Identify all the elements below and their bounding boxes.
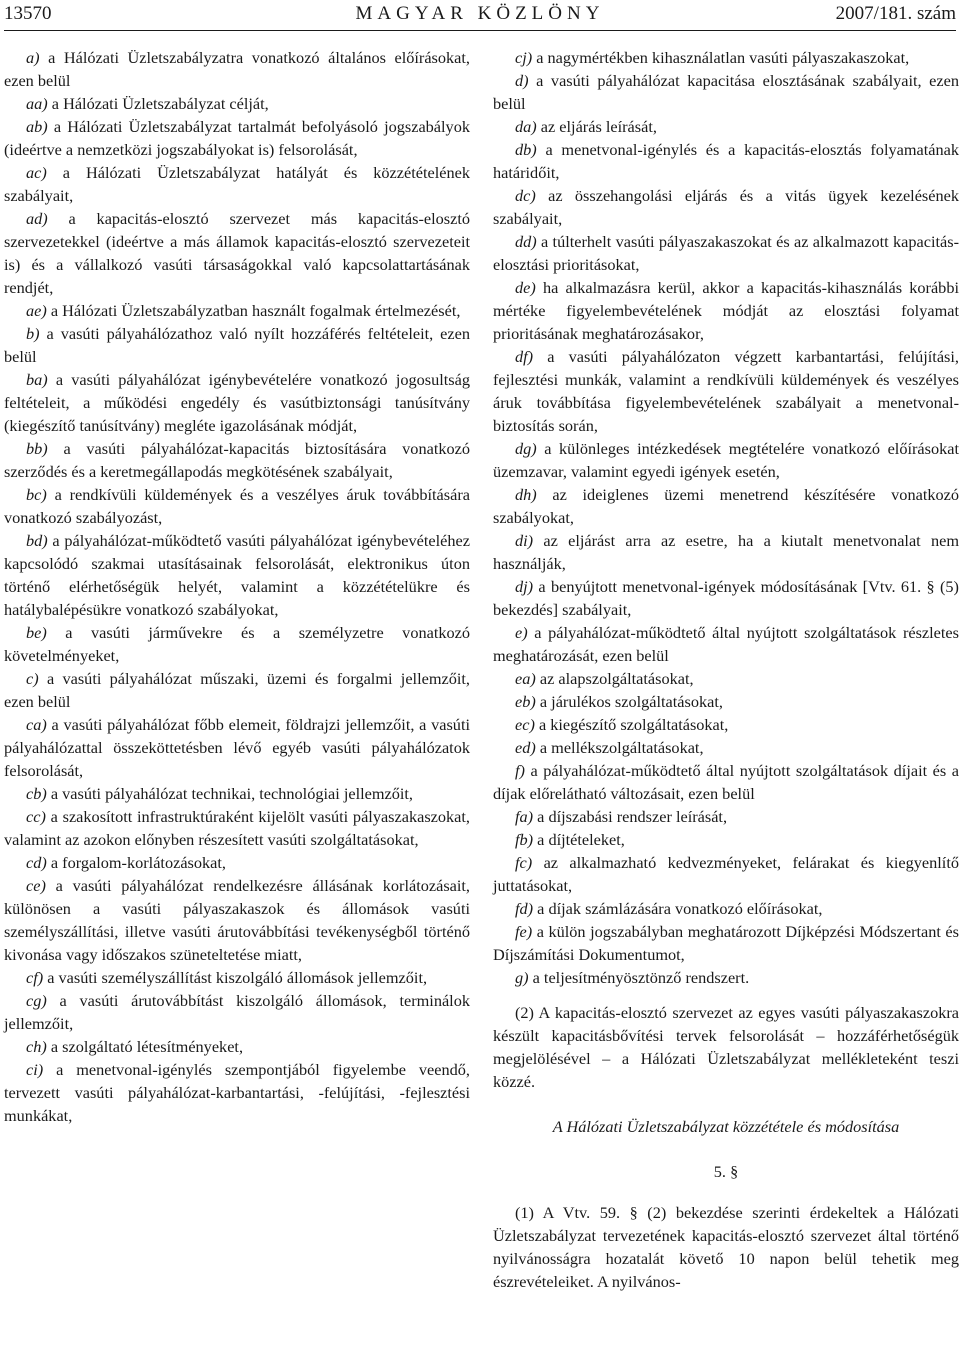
item-marker: db) <box>515 140 537 159</box>
item-marker: cd) <box>26 853 47 872</box>
item-marker: cf) <box>26 968 44 987</box>
list-item <box>4 667 470 713</box>
list-item <box>4 322 470 368</box>
item-text: a vasúti árutovábbítást kiszolgáló állomások, terminálok jellemzőit, <box>4 991 470 1033</box>
list-item <box>493 276 959 345</box>
item-marker: dg) <box>515 439 537 458</box>
list-item <box>493 966 959 989</box>
section-number: 5. § <box>713 1162 739 1181</box>
page-header <box>4 0 956 34</box>
item-text: a Hálózati Üzletszabályzat célját, <box>51 94 269 113</box>
list-item <box>4 966 470 989</box>
header-rule <box>4 30 956 31</box>
item-text: a szolgáltató létesítményeket, <box>50 1037 244 1056</box>
list-item <box>493 805 959 828</box>
list-item <box>4 851 470 874</box>
item-marker: fa) <box>515 807 534 826</box>
item-marker: eb) <box>515 692 536 711</box>
item-marker: cb) <box>26 784 47 803</box>
list-item <box>493 736 959 759</box>
item-marker: ec) <box>515 715 535 734</box>
item-text: a vasúti személyszállítást kiszolgáló állomások jellemzőit, <box>47 968 428 987</box>
item-text: a díjszabási rendszer leírását, <box>537 807 728 826</box>
list-item <box>493 184 959 230</box>
item-marker: f) <box>515 761 525 780</box>
item-marker: ae) <box>26 301 47 320</box>
issue-number: 2007/181. szám <box>835 3 956 24</box>
list-item <box>493 69 959 115</box>
item-marker: dc) <box>515 186 536 205</box>
list-item <box>493 621 959 667</box>
item-text: az összehangolási eljárás és a vitás ügyek kezelésének szabályait, <box>493 186 959 228</box>
item-marker: fc) <box>515 853 533 872</box>
item-text: a vasúti pályahálózat főbb elemeit, földrajzi jellemzőit, a vasúti pályahálózattal összeköttetésben lévő egyéb vasúti pályahálózatok felsorolását, <box>4 715 470 780</box>
item-text: a teljesítményösztönző rendszert. <box>532 968 750 987</box>
item-marker: ad) <box>26 209 48 228</box>
list-item <box>4 713 470 782</box>
item-marker: cj) <box>515 48 533 67</box>
paragraph-3: (1) A Vtv. 59. § (2) bekezdése szerinti érdekeltek a Hálózati Üzletszabályzat tervezetének kapacitás-elosztó szervezet által történő nyilvánosságra hozatalát követő 10 napon belül tehetik meg észrevételeiket. A nyilvános- <box>493 1203 959 1291</box>
list-item <box>4 1035 470 1058</box>
list-item <box>4 782 470 805</box>
item-marker: fb) <box>515 830 534 849</box>
list-item <box>493 483 959 529</box>
item-marker: e) <box>515 623 528 642</box>
list-item <box>493 230 959 276</box>
list-item <box>493 345 959 437</box>
item-text: a vasúti pályahálózat kapacitása elosztásának szabályait, ezen belül <box>493 71 959 113</box>
list-item <box>493 46 959 69</box>
list-item <box>4 299 470 322</box>
item-text: a pályahálózat-működtető vasúti pályahálózat igénybevételéhez kapcsolódó szakmai utasításainak felsorolását, elektronikus úton történő elérhetőségük helyét, valamint a közzétételükre és hatálybalépésükre vonatkozó szabályokat, <box>4 531 470 619</box>
right-column <box>493 46 959 1293</box>
item-text: a Hálózati Üzletszabályzatban használt fogalmak értelmezését, <box>50 301 461 320</box>
list-item <box>4 207 470 299</box>
item-text: az alkalmazható kedvezményeket, felárakat és kiegyenlítő juttatásokat, <box>493 853 959 895</box>
page-number: 13570 <box>4 3 52 24</box>
item-text: a menetvonal-igénylés és a kapacitás-elosztás folyamatának határidőit, <box>493 140 959 182</box>
item-marker: cc) <box>26 807 46 826</box>
item-marker: ed) <box>515 738 536 757</box>
list-item <box>4 529 470 621</box>
item-text: a vasúti pályahálózathoz való nyílt hozzáférés feltételeit, ezen belül <box>4 324 470 366</box>
item-text: a mellékszolgáltatásokat, <box>539 738 704 757</box>
item-marker: bc) <box>26 485 47 504</box>
item-text: a külön jogszabályban meghatározott Díjképzési Módszertant és Díjszámítási Dokumentumot, <box>493 922 959 964</box>
item-text: a pályahálózat-működtető által nyújtott szolgáltatások részletes meghatározását, ezen belül <box>493 623 959 665</box>
item-marker: fd) <box>515 899 534 918</box>
item-marker: ce) <box>26 876 46 895</box>
item-marker: df) <box>515 347 534 366</box>
item-text: a díjtételeket, <box>537 830 625 849</box>
item-marker: dh) <box>515 485 537 504</box>
list-item <box>4 805 470 851</box>
list-item <box>4 115 470 161</box>
list-item <box>493 529 959 575</box>
item-marker: a) <box>26 48 40 67</box>
item-marker: ci) <box>26 1060 44 1079</box>
item-marker: ca) <box>26 715 47 734</box>
item-text: a túlterhelt vasúti pályaszakaszokat és az alkalmazott kapacitás-elosztási prioritásokat, <box>493 232 959 274</box>
item-text: a vasúti járművekre és a személyzetre vonatkozó követelményeket, <box>4 623 470 665</box>
list-item <box>493 690 959 713</box>
list-item <box>4 989 470 1035</box>
item-text: a különleges intézkedések megtételére vonatkozó előírásokat üzemzavar, valamint egyedi igények esetén, <box>493 439 959 481</box>
list-item <box>493 920 959 966</box>
item-marker: ch) <box>26 1037 47 1056</box>
item-text: a forgalom-korlátozásokat, <box>50 853 226 872</box>
item-text: a járulékos szolgáltatásokat, <box>539 692 723 711</box>
list-item <box>493 115 959 138</box>
item-marker: ba) <box>26 370 48 389</box>
section-heading: A Hálózati Üzletszabályzat közzététele és módosítása <box>552 1117 900 1136</box>
item-marker: de) <box>515 278 536 297</box>
item-marker: cg) <box>26 991 47 1010</box>
item-marker: di) <box>515 531 534 550</box>
item-text: a vasúti pályahálózaton végzett karbantartási, felújítási, fejlesztési munkák, valamint a rendkívüli küldemények és veszélyes áruk továbbítása figyelembevételének szabályait a menetvonal-biztosítás során, <box>493 347 959 435</box>
item-marker: fe) <box>515 922 533 941</box>
list-item <box>493 828 959 851</box>
list-item <box>4 161 470 207</box>
item-marker: bb) <box>26 439 48 458</box>
list-item <box>4 1058 470 1127</box>
list-item <box>493 437 959 483</box>
masthead-title: MAGYAR KÖZLÖNY <box>355 3 605 24</box>
item-text: a vasúti pályahálózat műszaki, üzemi és forgalmi jellemzőit, ezen belül <box>4 669 470 711</box>
item-marker: bd) <box>26 531 48 550</box>
item-text: az eljárás leírását, <box>540 117 657 136</box>
item-text: a benyújtott menetvonal-igények módosításának [Vtv. 61. § (5) bekezdés] szabályait, <box>493 577 959 619</box>
list-item <box>4 46 470 92</box>
item-text: a vasúti pályahálózat rendelkezésre állásának korlátozásait, különösen a vasúti pályaszakaszok és állomások vasúti személyszállítási, illetve vasúti árutovábbítási tevékenységből történő kivonása vagy időszakos szüneteltetése miatt, <box>4 876 470 964</box>
list-item <box>493 667 959 690</box>
list-item <box>4 483 470 529</box>
item-text: a szakosított infrastruktúraként kijelölt vasúti pályaszakaszokat, valamint az azokon előnyben részesített vasúti szolgáltatásokat, <box>4 807 471 849</box>
item-text: a rendkívüli küldemények és a veszélyes áruk továbbítására vonatkozó szabályozást, <box>4 485 470 527</box>
item-text: a kiegészítő szolgáltatásokat, <box>538 715 729 734</box>
list-item <box>4 621 470 667</box>
list-item <box>4 437 470 483</box>
item-text: a Hálózati Üzletszabályzat hatályát és közzétételének szabályait, <box>4 163 470 205</box>
item-text: a nagymértékben kihasználatlan vasúti pályaszakaszokat, <box>536 48 910 67</box>
list-item <box>4 368 470 437</box>
item-text: a vasúti pályahálózat igénybevételére vonatkozó jogosultság feltételeit, a működési engedély és vasútbiztonsági tanúsítvány (kiegészítő tanúsítvány) megléte igazolásának módját, <box>4 370 471 435</box>
list-item <box>493 897 959 920</box>
item-text: az eljárást arra az esetre, ha a kiutalt menetvonalat nem használják, <box>493 531 959 573</box>
list-item <box>493 713 959 736</box>
item-text: a vasúti pályahálózat-kapacitás biztosítására vonatkozó szerződés és a keretmegállapodás megkötésének szabályait, <box>4 439 470 481</box>
item-text: a pályahálózat-működtető által nyújtott szolgáltatások díjait és a díjak előrelátható változásait, ezen belül <box>493 761 959 803</box>
list-item <box>4 92 470 115</box>
item-text: a Hálózati Üzletszabályzatra vonatkozó általános előírásokat, ezen belül <box>4 48 470 90</box>
item-text: a díjak számlázására vonatkozó előírásokat, <box>537 899 823 918</box>
item-marker: da) <box>515 117 537 136</box>
item-text: az ideiglenes üzemi menetrend készítésére vonatkozó szabályokat, <box>493 485 959 527</box>
paragraph-2: (2) A kapacitás-elosztó szervezet az egyes vasúti pályaszakaszokra készült kapacitásbővítési tervek felsorolását – hozzáférhetőségük megjelölésével – a Hálózati Üzletszabályzat mellékleteként teszi közzé. <box>493 1003 959 1091</box>
item-marker: dd) <box>515 232 537 251</box>
list-item <box>4 874 470 966</box>
item-marker: g) <box>515 968 529 987</box>
item-marker: aa) <box>26 94 48 113</box>
item-text: a Hálózati Üzletszabályzat tartalmát befolyásoló jogszabályok (ideértve a nemzetközi jogszabályokat is) felsorolását, <box>4 117 470 159</box>
item-text: a menetvonal-igénylés szempontjából figyelembe veendő, tervezett vasúti pályahálózat-karbantartási, -felújítási, -fejlesztési munkákat, <box>4 1060 470 1125</box>
item-marker: dj) <box>515 577 534 596</box>
list-item <box>493 851 959 897</box>
right-item-list <box>493 46 959 989</box>
item-marker: ea) <box>515 669 536 688</box>
item-text: a vasúti pályahálózat technikai, technológiai jellemzőit, <box>50 784 413 803</box>
item-marker: ac) <box>26 163 47 182</box>
item-text: az alapszolgáltatásokat, <box>539 669 694 688</box>
item-text: a kapacitás-elosztó szervezet más kapacitás-elosztó szervezetekkel (ideértve a más államok kapacitás-elosztó szervezeteit is) és a vállalkozó vasúti társaságokkal való kapcsolattartásának rendjét, <box>4 209 470 297</box>
item-text: ha alkalmazásra kerül, akkor a kapacitás-kihasználás korábbi mértéke figyelembevételének módját az elosztási folyamat prioritásának meghatározásakor, <box>493 278 959 343</box>
item-marker: ab) <box>26 117 48 136</box>
list-item <box>493 759 959 805</box>
item-marker: b) <box>26 324 40 343</box>
list-item <box>493 138 959 184</box>
item-marker: be) <box>26 623 47 642</box>
list-item <box>493 575 959 621</box>
left-column <box>4 46 470 1127</box>
item-marker: d) <box>515 71 529 90</box>
item-marker: c) <box>26 669 39 688</box>
